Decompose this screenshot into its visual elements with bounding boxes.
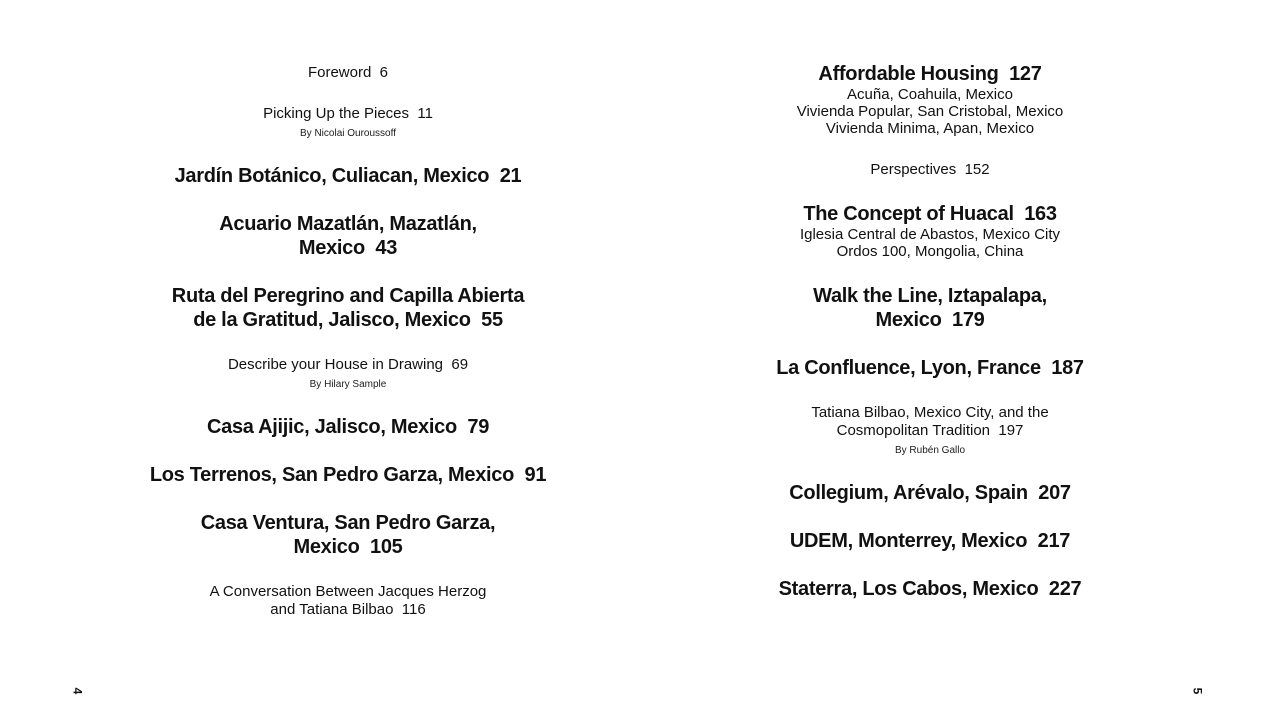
toc-left-column — [56, 64, 640, 619]
toc-entry-essay — [56, 105, 640, 141]
toc-entry-title-line: Mexico 105 — [293, 536, 403, 558]
toc-entry-project — [640, 62, 1220, 137]
toc-entry-project — [56, 212, 640, 260]
toc-entry-title-line: Mexico 43 — [298, 237, 398, 259]
toc-entry-subline: Vivienda Popular, San Cristobal, Mexico — [796, 103, 1064, 120]
folio-page-number-left: 4 — [70, 687, 85, 695]
toc-entry-title-line: Cosmopolitan Tradition 197 — [836, 422, 1024, 439]
toc-entry-title-line: Collegium, Arévalo, Spain 207 — [789, 482, 1071, 504]
toc-entry-subline: Ordos 100, Mongolia, China — [836, 243, 1024, 260]
toc-entry-title-line: A Conversation Between Jacques Herzog — [209, 583, 487, 600]
toc-entry-title-line: Affordable Housing 127 — [818, 63, 1042, 85]
toc-entry-project — [640, 577, 1220, 601]
toc-entry-title-line: Staterra, Los Cabos, Mexico 227 — [778, 578, 1082, 600]
toc-entry-project — [56, 511, 640, 559]
toc-entry-subline: Acuña, Coahuila, Mexico — [847, 86, 1013, 103]
toc-entry-project — [56, 284, 640, 332]
toc-entry-byline: By Hilary Sample — [309, 379, 387, 390]
toc-entry-title-line: Picking Up the Pieces 11 — [263, 105, 433, 122]
toc-entry-essay — [640, 404, 1220, 458]
toc-entry-title-line: The Concept of Huacal 163 — [803, 203, 1057, 225]
toc-entry-title-line: Walk the Line, Iztapalapa, — [813, 285, 1047, 307]
toc-entry-project — [640, 529, 1220, 553]
toc-entry-title-line: Foreword 6 — [307, 64, 389, 81]
toc-entry-title-line: Jardín Botánico, Culiacan, Mexico 21 — [174, 165, 522, 187]
toc-entry-title-line: and Tatiana Bilbao 116 — [270, 601, 426, 618]
toc-entry-essay — [640, 161, 1220, 179]
toc-right-column — [640, 62, 1220, 601]
toc-entry-subline: Iglesia Central de Abastos, Mexico City — [799, 226, 1061, 243]
toc-entry-title-line: Casa Ajijic, Jalisco, Mexico 79 — [206, 416, 490, 438]
toc-entry-project — [640, 284, 1220, 332]
toc-entry-project — [56, 164, 640, 188]
toc-entry-project — [640, 356, 1220, 380]
toc-entry-project — [640, 481, 1220, 505]
toc-entry-title-line: UDEM, Monterrey, Mexico 217 — [789, 530, 1071, 552]
toc-entry-byline: By Nicolai Ouroussoff — [300, 128, 396, 139]
toc-entry-essay — [56, 583, 640, 619]
toc-entry-title-line: La Confluence, Lyon, France 187 — [776, 357, 1084, 379]
toc-entry-project — [56, 415, 640, 439]
folio-page-number-right: 5 — [1190, 687, 1205, 695]
toc-entry-title-line: Describe your House in Drawing 69 — [227, 356, 469, 373]
toc-entry-title-line: Acuario Mazatlán, Mazatlán, — [219, 213, 477, 235]
toc-entry-title-line: Los Terrenos, San Pedro Garza, Mexico 91 — [149, 464, 547, 486]
toc-entry-project — [56, 463, 640, 487]
toc-entry-project — [640, 202, 1220, 260]
toc-entry-subline: Vivienda Minima, Apan, Mexico — [825, 120, 1035, 137]
toc-entry-byline: By Rubén Gallo — [894, 445, 966, 456]
toc-entry-title-line: Mexico 179 — [875, 309, 985, 331]
toc-entry-essay — [56, 64, 640, 82]
toc-entry-title-line: Tatiana Bilbao, Mexico City, and the — [811, 404, 1049, 421]
toc-entry-title-line: Perspectives 152 — [870, 161, 990, 178]
toc-entry-essay — [56, 356, 640, 392]
toc-page-right — [640, 0, 1280, 720]
toc-entry-title-line: Casa Ventura, San Pedro Garza, — [200, 512, 496, 534]
toc-entry-title-line: Ruta del Peregrino and Capilla Abierta — [171, 285, 525, 307]
toc-entry-title-line: de la Gratitud, Jalisco, Mexico 55 — [193, 309, 503, 331]
